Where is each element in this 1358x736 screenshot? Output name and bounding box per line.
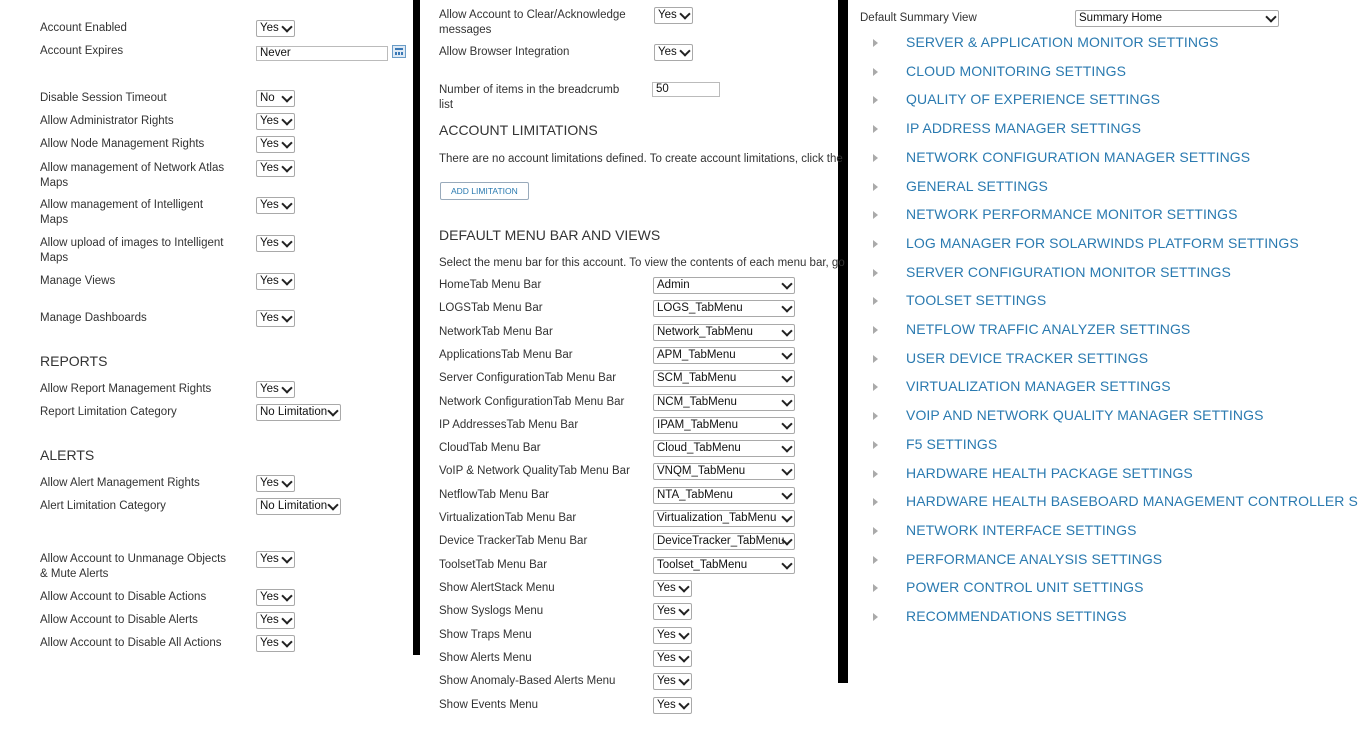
- expand-triangle-icon[interactable]: [873, 470, 878, 478]
- alert-mgmt-select[interactable]: Yes: [256, 475, 295, 492]
- chevron-down-icon: [679, 45, 690, 56]
- intelligent-maps-select[interactable]: Yes: [256, 197, 295, 214]
- settings-section-title[interactable]: HARDWARE HEALTH PACKAGE SETTINGS: [906, 464, 1193, 481]
- expand-triangle-icon[interactable]: [873, 556, 878, 564]
- disable-actions-select[interactable]: Yes: [256, 589, 295, 606]
- atlas-maps-label-cont: Maps: [40, 177, 69, 189]
- settings-section-toggle[interactable]: [870, 120, 1300, 140]
- report-limit-select[interactable]: No Limitation: [256, 404, 341, 421]
- settings-section-toggle[interactable]: [870, 436, 1300, 456]
- expand-triangle-icon[interactable]: [873, 326, 878, 334]
- show-menu-label: Show Anomaly-Based Alerts Menu: [439, 675, 616, 688]
- clear-ack-label: Allow Account to Clear/Acknowledge: [439, 9, 626, 21]
- panel-separator: [413, 0, 420, 655]
- settings-section-toggle[interactable]: [870, 63, 1300, 83]
- settings-section-toggle[interactable]: [870, 465, 1300, 485]
- account-enabled-label: Account Enabled: [40, 22, 127, 34]
- menu-bar-select[interactable]: NCM_TabMenu: [653, 394, 795, 411]
- show-menu-label: Show Alerts Menu: [439, 651, 532, 664]
- chevron-down-icon: [781, 558, 792, 569]
- settings-section-title[interactable]: NETWORK PERFORMANCE MONITOR SETTINGS: [906, 206, 1238, 223]
- intelligent-maps-label-cont: Maps: [40, 214, 69, 226]
- menu-bar-label: Server ConfigurationTab Menu Bar: [439, 372, 617, 385]
- show-menu-label: Show Events Menu: [439, 698, 539, 711]
- disable-alerts-label: Allow Account to Disable Alerts: [40, 614, 198, 626]
- show-menu-select[interactable]: Yes: [653, 650, 692, 667]
- chevron-down-icon: [281, 161, 292, 172]
- menu-bar-label: VirtualizationTab Menu Bar: [439, 512, 577, 524]
- menu-bar-select[interactable]: Network_TabMenu: [653, 324, 795, 341]
- settings-section-title[interactable]: PERFORMANCE ANALYSIS SETTINGS: [906, 550, 1163, 567]
- settings-section-toggle[interactable]: [870, 407, 1300, 427]
- clear-ack-label-cont: messages: [439, 24, 492, 36]
- menu-bar-label: NetflowTab Menu Bar: [439, 488, 549, 501]
- expand-triangle-icon[interactable]: [873, 211, 878, 219]
- breadcrumb-count-input[interactable]: 50: [652, 82, 720, 97]
- chevron-down-icon: [327, 499, 338, 510]
- settings-section-title[interactable]: QUALITY OF EXPERIENCE SETTINGS: [906, 91, 1161, 108]
- intelligent-maps-label: Allow management of Intelligent: [40, 199, 204, 211]
- menu-bar-label: HomeTab Menu Bar: [439, 279, 542, 291]
- menu-bar-settings-panel: [420, 0, 845, 736]
- add-limitation-button[interactable]: ADD LIMITATION: [440, 182, 529, 200]
- settings-section-toggle[interactable]: [870, 378, 1300, 398]
- disable-actions-label: Allow Account to Disable Actions: [40, 591, 207, 603]
- expand-triangle-icon[interactable]: [873, 96, 878, 104]
- menu-intro-text: Select the menu bar for this account. To view the contents of each menu bar, go: [439, 257, 845, 269]
- settings-section-toggle[interactable]: [870, 608, 1300, 628]
- chevron-down-icon: [678, 581, 689, 592]
- settings-section-toggle[interactable]: [870, 178, 1300, 198]
- panel-separator: [838, 0, 848, 683]
- disable-session-timeout-select[interactable]: No: [256, 90, 295, 107]
- browser-integration-select[interactable]: Yes: [654, 44, 693, 61]
- alerts-heading: ALERTS: [40, 447, 95, 463]
- settings-section-title[interactable]: F5 SETTINGS: [906, 435, 998, 452]
- chevron-down-icon: [781, 372, 792, 383]
- expand-triangle-icon[interactable]: [873, 154, 878, 162]
- chevron-down-icon: [281, 91, 292, 102]
- limitations-info-text: There are no account limitations defined. To create account limitations, click the: [439, 153, 843, 165]
- settings-section-title[interactable]: SERVER & APPLICATION MONITOR SETTINGS: [906, 34, 1219, 50]
- chevron-down-icon: [281, 114, 292, 125]
- settings-section-title[interactable]: HARDWARE HEALTH BASEBOARD MANAGEMENT CONTROLLER S: [906, 493, 1358, 510]
- chevron-down-icon: [281, 613, 292, 624]
- account-settings-panel: [0, 0, 413, 655]
- expand-triangle-icon[interactable]: [873, 584, 878, 592]
- menu-bar-select[interactable]: SCM_TabMenu: [653, 370, 795, 387]
- manage-dashboards-select[interactable]: Yes: [256, 310, 295, 327]
- show-menu-select[interactable]: Yes: [653, 603, 692, 620]
- menu-bar-select[interactable]: IPAM_TabMenu: [653, 417, 795, 434]
- chevron-down-icon: [281, 236, 292, 247]
- menu-bar-select[interactable]: Cloud_TabMenu: [653, 440, 795, 457]
- menu-bar-select[interactable]: APM_TabMenu: [653, 347, 795, 364]
- chevron-down-icon: [781, 348, 792, 359]
- chevron-down-icon: [281, 311, 292, 322]
- settings-section-title[interactable]: POWER CONTROL UNIT SETTINGS: [906, 579, 1144, 596]
- chevron-down-icon: [781, 278, 792, 289]
- disable-all-actions-select[interactable]: Yes: [256, 635, 295, 652]
- settings-section-toggle[interactable]: [870, 206, 1300, 226]
- account-enabled-select[interactable]: Yes: [256, 20, 295, 37]
- chevron-down-icon: [678, 628, 689, 639]
- manage-views-select[interactable]: Yes: [256, 273, 295, 290]
- settings-section-title[interactable]: IP ADDRESS MANAGER SETTINGS: [906, 120, 1142, 137]
- chevron-down-icon: [281, 198, 292, 209]
- menu-bar-label: IP AddressesTab Menu Bar: [439, 418, 579, 431]
- show-menu-select[interactable]: Yes: [653, 673, 692, 690]
- menu-bar-label: Network ConfigurationTab Menu Bar: [439, 395, 625, 408]
- clear-ack-select[interactable]: Yes: [654, 7, 693, 24]
- browser-integration-label: Allow Browser Integration: [439, 46, 570, 58]
- atlas-maps-select[interactable]: Yes: [256, 160, 295, 177]
- expand-triangle-icon[interactable]: [873, 441, 878, 449]
- expand-triangle-icon[interactable]: [873, 39, 878, 47]
- settings-section-title[interactable]: SERVER CONFIGURATION MONITOR SETTINGS: [906, 263, 1231, 280]
- admin-rights-label: Allow Administrator Rights: [40, 115, 174, 127]
- menu-bar-select[interactable]: NTA_TabMenu: [653, 487, 795, 504]
- disable-alerts-select[interactable]: Yes: [256, 612, 295, 629]
- menu-bar-label: LOGSTab Menu Bar: [439, 302, 543, 315]
- disable-all-actions-label: Allow Account to Disable All Actions: [40, 637, 222, 649]
- menu-bar-select[interactable]: Toolset_TabMenu: [653, 557, 795, 574]
- atlas-maps-label: Allow management of Network Atlas: [40, 162, 225, 174]
- calendar-icon[interactable]: [392, 45, 406, 58]
- disable-session-timeout-label: Disable Session Timeout: [40, 92, 167, 104]
- default-summary-label: Default Summary View: [860, 12, 977, 24]
- settings-section-toggle[interactable]: [870, 321, 1300, 341]
- chevron-down-icon: [1265, 11, 1276, 22]
- expand-triangle-icon[interactable]: [873, 183, 878, 191]
- settings-section-toggle[interactable]: [870, 34, 1300, 54]
- chevron-down-icon: [678, 651, 689, 662]
- chevron-down-icon: [781, 511, 792, 522]
- show-menu-label: Show Syslogs Menu: [439, 605, 544, 618]
- chevron-down-icon: [281, 382, 292, 393]
- expand-triangle-icon[interactable]: [873, 355, 878, 363]
- alert-limit-select[interactable]: No Limitation: [256, 498, 341, 515]
- chevron-down-icon: [679, 8, 690, 19]
- manage-dashboards-label: Manage Dashboards: [40, 312, 147, 324]
- upload-images-label-cont: Maps: [40, 252, 69, 264]
- alert-limit-label: Alert Limitation Category: [40, 500, 166, 512]
- show-menu-label: Show Traps Menu: [439, 628, 532, 641]
- chevron-down-icon: [281, 137, 292, 148]
- chevron-down-icon: [281, 274, 292, 285]
- expand-triangle-icon[interactable]: [873, 412, 878, 420]
- settings-section-title[interactable]: VIRTUALIZATION MANAGER SETTINGS: [906, 378, 1171, 395]
- settings-section-toggle[interactable]: [870, 91, 1300, 111]
- show-menu-select[interactable]: Yes: [653, 697, 692, 714]
- chevron-down-icon: [327, 405, 338, 416]
- settings-section-toggle[interactable]: [870, 235, 1300, 255]
- settings-section-toggle[interactable]: [870, 493, 1358, 513]
- menu-bar-select[interactable]: Admin: [653, 277, 795, 294]
- chevron-down-icon: [281, 476, 292, 487]
- expand-triangle-icon[interactable]: [873, 240, 878, 248]
- account-limitations-heading: ACCOUNT LIMITATIONS: [439, 122, 598, 138]
- settings-section-title[interactable]: GENERAL SETTINGS: [906, 177, 1048, 194]
- report-mgmt-label: Allow Report Management Rights: [40, 383, 212, 395]
- chevron-down-icon: [781, 395, 792, 406]
- chevron-down-icon: [781, 325, 792, 336]
- chevron-down-icon: [781, 465, 792, 476]
- default-summary-select[interactable]: Summary Home: [1075, 10, 1279, 27]
- show-menu-select[interactable]: Yes: [653, 580, 692, 597]
- expand-triangle-icon[interactable]: [873, 68, 878, 76]
- settings-section-title[interactable]: LOG MANAGER FOR SOLARWINDS PLATFORM SETTINGS: [906, 234, 1299, 251]
- alert-mgmt-label: Allow Alert Management Rights: [40, 477, 200, 489]
- menu-bar-label: CloudTab Menu Bar: [439, 442, 541, 455]
- unmanage-select[interactable]: Yes: [256, 551, 295, 568]
- expand-triangle-icon[interactable]: [873, 527, 878, 535]
- account-expires-input[interactable]: Never: [256, 46, 388, 61]
- settings-section-title[interactable]: NETWORK CONFIGURATION MANAGER SETTINGS: [906, 148, 1251, 165]
- settings-section-title[interactable]: VOIP AND NETWORK QUALITY MANAGER SETTINGS: [906, 407, 1264, 424]
- admin-rights-select[interactable]: Yes: [256, 113, 295, 130]
- module-settings-panel: [848, 0, 1358, 640]
- chevron-down-icon: [781, 441, 792, 452]
- settings-section-toggle[interactable]: [870, 292, 1300, 312]
- menu-bar-select[interactable]: VNQM_TabMenu: [653, 463, 795, 480]
- chevron-down-icon: [678, 675, 689, 686]
- settings-section-title[interactable]: CLOUD MONITORING SETTINGS: [906, 62, 1127, 79]
- chevron-down-icon: [281, 590, 292, 601]
- report-limit-label: Report Limitation Category: [40, 406, 177, 418]
- chevron-down-icon: [781, 418, 792, 429]
- chevron-down-icon: [281, 552, 292, 563]
- expand-triangle-icon[interactable]: [873, 297, 878, 305]
- report-mgmt-select[interactable]: Yes: [256, 381, 295, 398]
- expand-triangle-icon[interactable]: [873, 383, 878, 391]
- chevron-down-icon: [781, 302, 792, 313]
- settings-section-title[interactable]: TOOLSET SETTINGS: [906, 292, 1047, 309]
- settings-section-title[interactable]: RECOMMENDATIONS SETTINGS: [906, 608, 1127, 624]
- upload-images-select[interactable]: Yes: [256, 235, 295, 252]
- menu-bar-select[interactable]: Virtualization_TabMenu: [653, 510, 795, 527]
- show-menu-label: Show AlertStack Menu: [439, 582, 555, 594]
- expand-triangle-icon[interactable]: [873, 613, 878, 621]
- settings-section-title[interactable]: NETWORK INTERFACE SETTINGS: [906, 521, 1137, 538]
- unmanage-label-cont: & Mute Alerts: [40, 568, 109, 580]
- breadcrumb-label: Number of items in the breadcrumb: [439, 84, 620, 96]
- expand-triangle-icon[interactable]: [873, 269, 878, 277]
- menu-bar-label: VoIP & Network QualityTab Menu Bar: [439, 465, 630, 478]
- menu-bar-label: Device TrackerTab Menu Bar: [439, 535, 588, 548]
- node-mgmt-select[interactable]: Yes: [256, 136, 295, 153]
- menu-bar-select[interactable]: DeviceTracker_TabMenu: [653, 533, 795, 550]
- chevron-down-icon: [281, 636, 292, 647]
- chevron-down-icon: [678, 605, 689, 616]
- menu-bar-select[interactable]: LOGS_TabMenu: [653, 300, 795, 317]
- node-mgmt-label: Allow Node Management Rights: [40, 138, 205, 150]
- menu-bar-label: ToolsetTab Menu Bar: [439, 558, 548, 571]
- chevron-down-icon: [781, 488, 792, 499]
- menu-bar-label: NetworkTab Menu Bar: [439, 325, 553, 338]
- settings-section-toggle[interactable]: [870, 149, 1300, 169]
- upload-images-label: Allow upload of images to Intelligent: [40, 237, 224, 249]
- settings-section-title[interactable]: USER DEVICE TRACKER SETTINGS: [906, 349, 1149, 366]
- settings-section-toggle[interactable]: [870, 551, 1300, 571]
- expand-triangle-icon[interactable]: [873, 498, 878, 506]
- settings-section-title[interactable]: NETFLOW TRAFFIC ANALYZER SETTINGS: [906, 321, 1191, 337]
- default-menu-heading: DEFAULT MENU BAR AND VIEWS: [439, 227, 661, 243]
- chevron-down-icon: [281, 21, 292, 32]
- settings-section-toggle[interactable]: [870, 579, 1300, 599]
- show-menu-select[interactable]: Yes: [653, 627, 692, 644]
- settings-section-toggle[interactable]: [870, 350, 1300, 370]
- menu-bar-label: ApplicationsTab Menu Bar: [439, 348, 573, 361]
- chevron-down-icon: [678, 698, 689, 709]
- expand-triangle-icon[interactable]: [873, 125, 878, 133]
- reports-heading: REPORTS: [40, 353, 108, 369]
- breadcrumb-label-cont: list: [439, 99, 454, 111]
- account-expires-label: Account Expires: [40, 45, 124, 57]
- manage-views-label: Manage Views: [40, 275, 116, 287]
- settings-section-toggle[interactable]: [870, 264, 1300, 284]
- settings-section-toggle[interactable]: [870, 522, 1300, 542]
- unmanage-label: Allow Account to Unmanage Objects: [40, 553, 227, 565]
